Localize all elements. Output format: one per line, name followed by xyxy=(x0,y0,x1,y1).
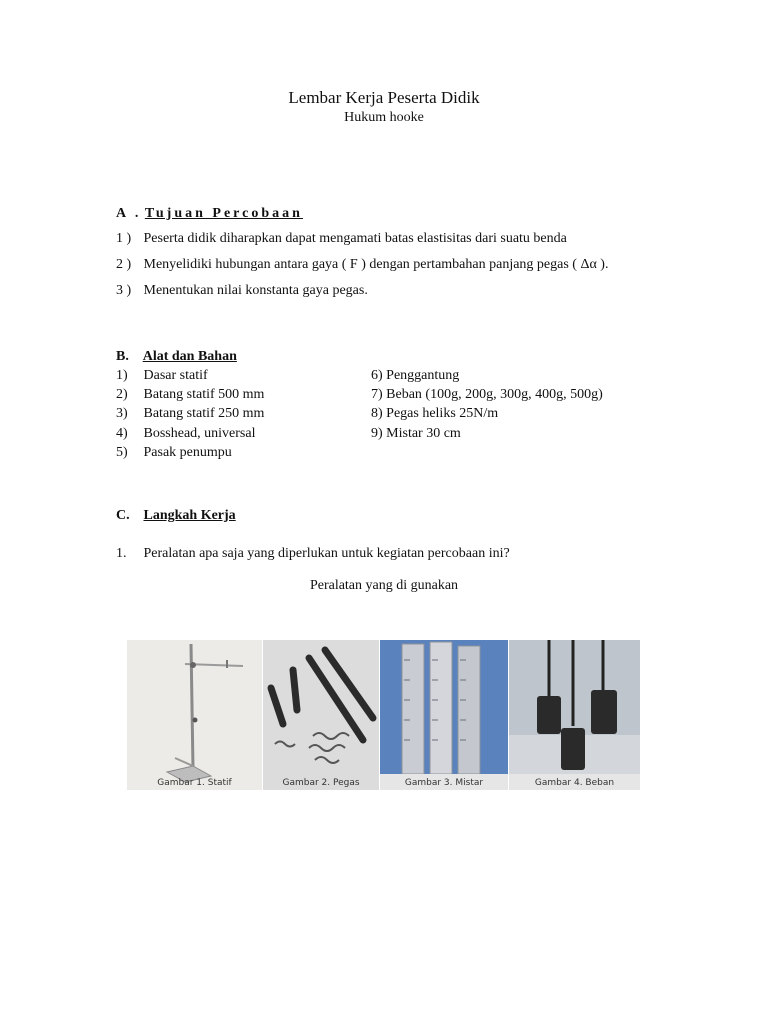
list-item xyxy=(116,283,368,299)
list-item xyxy=(116,387,264,403)
item-text: Bosshead, universal xyxy=(143,426,256,441)
list-item xyxy=(116,445,232,461)
figure-3-caption: Gambar 3. Mistar xyxy=(404,778,484,788)
section-c-label: C. xyxy=(116,508,130,523)
figure-4-caption: Gambar 4. Beban xyxy=(534,778,615,788)
item-number: 3 ) xyxy=(116,283,132,298)
item-number: 5) xyxy=(116,445,128,460)
item-text: Menyelidiki hubungan antara gaya ( F ) dengan pertambahan panjang pegas ( Δα ). xyxy=(143,257,609,272)
list-item xyxy=(116,257,608,273)
question-item xyxy=(116,546,510,562)
item-text: Batang statif 500 mm xyxy=(143,387,265,402)
list-item: 8) Pegas heliks 25N/m xyxy=(371,406,499,421)
list-item xyxy=(116,426,255,442)
stand-image xyxy=(127,640,262,790)
item-text: Peserta didik diharapkan dapat mengamati batas elastisitas dari suatu benda xyxy=(143,231,567,246)
section-b-heading xyxy=(116,349,237,365)
figure-2-caption: Gambar 2. Pegas xyxy=(282,778,360,788)
item-text: Batang statif 250 mm xyxy=(143,406,265,421)
section-b-label: B. xyxy=(116,349,129,364)
springs-image xyxy=(263,640,379,790)
stand-illustration xyxy=(127,640,262,790)
list-item: 7) Beban (100g, 200g, 300g, 400g, 500g) xyxy=(371,387,603,402)
list-item: 6) Penggantung xyxy=(371,368,460,383)
question-text: Peralatan apa saja yang diperlukan untuk kegiatan percobaan ini? xyxy=(143,546,510,561)
springs-illustration xyxy=(263,640,379,790)
item-number: 3) xyxy=(116,406,128,421)
section-c-title: Langkah Kerja xyxy=(143,508,236,523)
section-a-label: A . xyxy=(116,206,142,221)
item-text: Menentukan nilai konstanta gaya pegas. xyxy=(143,283,368,298)
item-text: Dasar statif xyxy=(143,368,208,383)
item-number: 2) xyxy=(116,387,128,402)
section-c-heading xyxy=(116,508,236,524)
weights-image xyxy=(509,640,640,790)
figure-caption: Peralatan yang di gunakan xyxy=(309,578,459,593)
weights-illustration xyxy=(509,640,640,790)
item-number: 1 ) xyxy=(116,231,132,246)
page-subtitle: Hukum hooke xyxy=(344,110,424,125)
rulers-illustration xyxy=(380,640,508,790)
list-item xyxy=(116,231,567,247)
section-a-title: Tujuan Percobaan xyxy=(144,206,303,221)
item-number: 4) xyxy=(116,426,128,441)
question-number: 1. xyxy=(116,546,127,561)
section-b-title: Alat dan Bahan xyxy=(142,349,237,364)
item-text: Pasak penumpu xyxy=(143,445,232,460)
list-item xyxy=(116,368,208,384)
section-a-heading xyxy=(116,206,303,222)
figure-1-caption: Gambar 1. Statif xyxy=(157,778,232,788)
rulers-image xyxy=(380,640,508,790)
list-item: 9) Mistar 30 cm xyxy=(371,426,461,441)
item-number: 1) xyxy=(116,368,128,383)
item-number: 2 ) xyxy=(116,257,132,272)
list-item xyxy=(116,406,264,422)
page-title: Lembar Kerja Peserta Didik xyxy=(288,88,480,107)
